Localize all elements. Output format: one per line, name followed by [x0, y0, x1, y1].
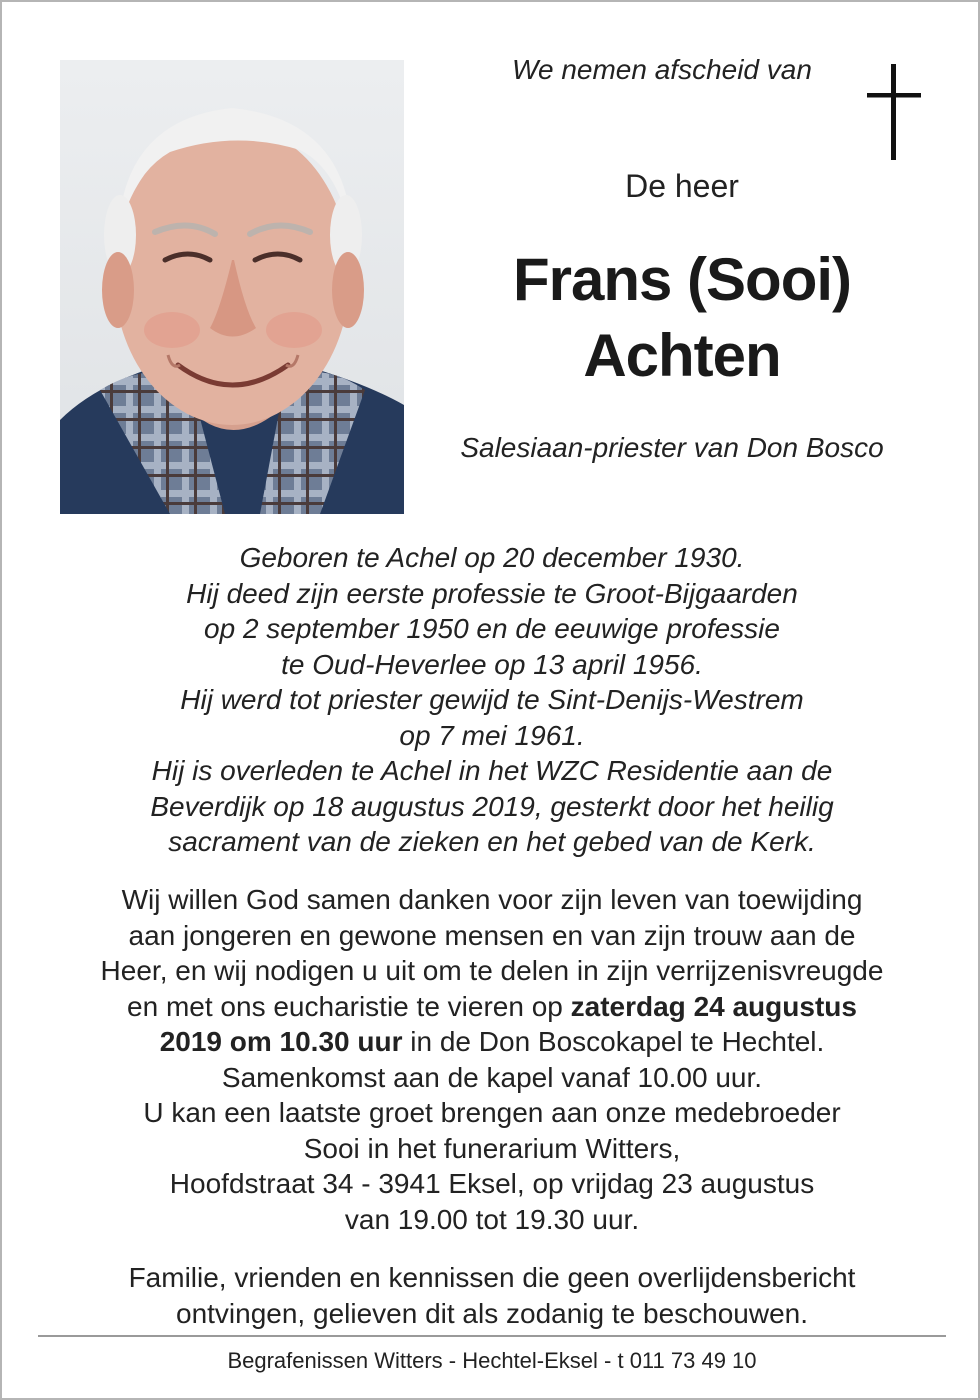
service-line: van 19.00 tot 19.30 uur.	[344, 1203, 640, 1235]
footer-undertaker: Begrafenissen Witters - Hechtel-Eksel - t 011 73 49 10	[227, 1348, 757, 1373]
service-line	[32, 989, 952, 1025]
service-time: 2019 om 10.30 uur	[159, 1026, 403, 1057]
portrait-photo	[60, 60, 404, 514]
bio-line: op 2 september 1950 en de eeuwige professie	[204, 613, 780, 644]
service-text: en met ons eucharistie te vieren op	[127, 990, 571, 1022]
name-first-line: Frans (Sooi)	[512, 246, 851, 313]
role-text: Salesiaan-priester van Don Bosco	[460, 432, 884, 463]
service-line	[32, 1024, 952, 1060]
bio-line: op 7 mei 1961.	[399, 719, 585, 751]
biography	[42, 540, 942, 860]
deceased-name	[442, 242, 922, 394]
bio-line: Hij is overleden te Achel in het WZC Residentie aan de	[151, 755, 833, 786]
bio-line: te Oud-Heverlee op 13 april 1956.	[281, 648, 703, 680]
closing-line: Familie, vrienden en kennissen die geen overlijdensbericht	[128, 1262, 856, 1293]
closing-line: ontvingen, gelieven dit als zodanig te beschouwen.	[176, 1297, 808, 1329]
bio-line: Geboren te Achel op 20 december 1930.	[239, 542, 745, 573]
cross-icon	[864, 64, 924, 169]
divider	[38, 1335, 946, 1337]
bio-line: Hij werd tot priester gewijd te Sint-Denijs-Westrem	[180, 684, 804, 715]
portrait-illustration	[60, 60, 404, 514]
bio-line: Hij deed zijn eerste professie te Groot-Bijgaarden	[186, 577, 798, 609]
service-line: Sooi in het funerarium Witters,	[303, 1132, 681, 1164]
service-line: Wij willen God samen danken voor zijn leven van toewijding	[121, 884, 863, 915]
service-line: U kan een laatste groet brengen aan onze medebroeder	[143, 1097, 841, 1128]
name-surname: Achten	[583, 322, 781, 389]
service-line: Samenkomst aan de kapel vanaf 10.00 uur.	[221, 1061, 763, 1093]
service-line: Heer, en wij nodigen u uit om te delen in zijn verrijzenisvreugde	[100, 955, 884, 986]
service-line: Hoofdstraat 34 - 3941 Eksel, op vrijdag 23 augustus	[169, 1168, 815, 1199]
salutation: De heer	[625, 168, 739, 204]
closing-note	[32, 1260, 952, 1331]
bio-line: Beverdijk op 18 augustus 2019, gesterkt door het heilig	[150, 790, 834, 822]
service-announcement	[32, 882, 952, 1237]
service-line: aan jongeren en gewone mensen en van zijn trouw aan de	[128, 919, 856, 951]
bio-line: sacrament van de zieken en het gebed van de Kerk.	[168, 826, 816, 857]
intro-text: We nemen afscheid van	[512, 54, 812, 85]
service-date: zaterdag 24 augustus	[570, 990, 857, 1022]
service-location: in de Don Boscokapel te Hechtel.	[402, 1026, 825, 1057]
